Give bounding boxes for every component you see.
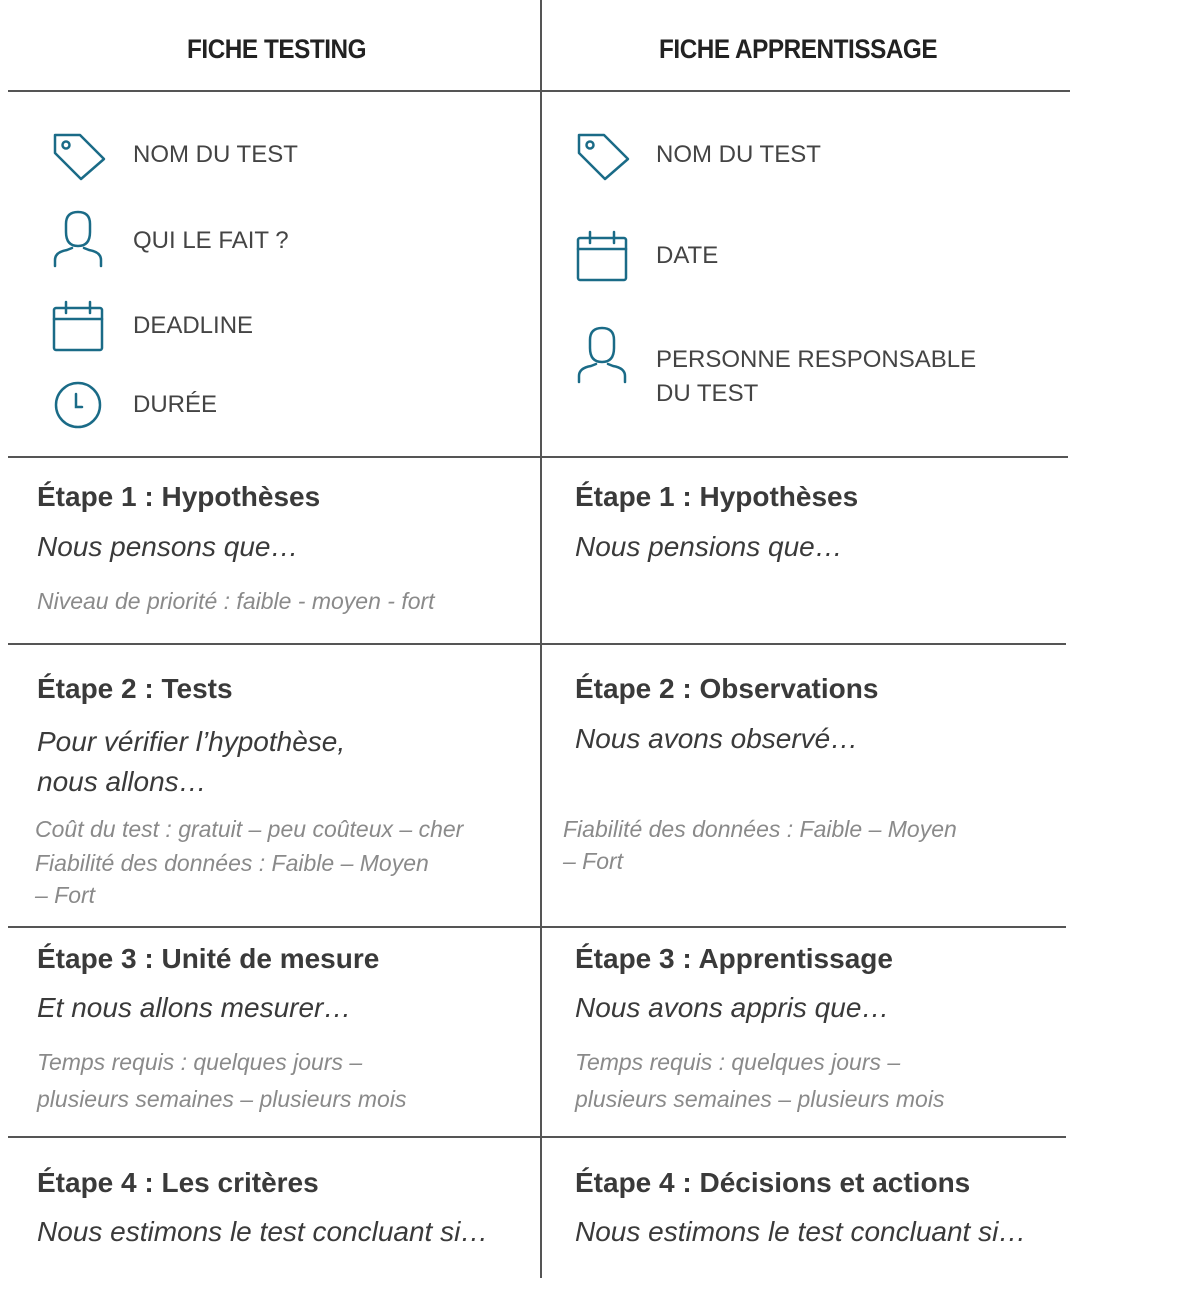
left-field-duration: DURÉE — [133, 391, 218, 418]
right-step1-text: Nous pensions que… — [575, 531, 843, 562]
left-step2-text — [37, 722, 345, 802]
right-step3-note-line2: plusieurs semaines – plusieurs mois — [575, 1086, 945, 1112]
right-step3-note-line1: Temps requis : quelques jours – — [575, 1049, 901, 1075]
right-step4-title: Étape 4 : Décisions et actions — [575, 1167, 971, 1198]
right-field-test-name: NOM DU TEST — [656, 141, 821, 168]
right-step3-title: Étape 3 : Apprentissage — [575, 943, 893, 974]
right-field-responsible-line1: PERSONNE RESPONSABLE — [656, 346, 977, 373]
left-step2-note-line3: – Fort — [35, 882, 96, 908]
right-field-date: DATE — [656, 242, 719, 269]
tag-icon — [53, 132, 107, 182]
left-step1-note: Niveau de priorité : faible - moyen - fort — [37, 588, 435, 614]
right-step3-text: Nous avons appris que… — [575, 992, 890, 1023]
right-step1-title: Étape 1 : Hypothèses — [575, 481, 859, 512]
right-step2-title: Étape 2 : Observations — [575, 673, 879, 704]
left-step2-note — [35, 812, 463, 910]
left-column-title: FICHE TESTING — [187, 34, 367, 64]
tag-icon — [577, 132, 631, 182]
left-step3-note-line2: plusieurs semaines – plusieurs mois — [37, 1086, 407, 1112]
left-step3-note — [37, 1044, 406, 1118]
left-step4-text: Nous estimons le test concluant si… — [37, 1216, 489, 1247]
left-field-who: QUI LE FAIT ? — [133, 227, 289, 254]
left-step3-title: Étape 3 : Unité de mesure — [37, 943, 380, 974]
left-step1-text: Nous pensons que… — [37, 531, 299, 562]
right-field-responsible-line2: DU TEST — [656, 380, 759, 407]
calendar-icon — [52, 300, 104, 352]
center-divider — [540, 0, 542, 1278]
right-step2-text: Nous avons observé… — [575, 723, 859, 754]
left-step3-note-line1: Temps requis : quelques jours – — [37, 1049, 363, 1075]
left-step2-text-line1: Pour vérifier l’hypothèse, — [37, 726, 346, 757]
left-field-test-name: NOM DU TEST — [133, 141, 298, 168]
left-step2-title: Étape 2 : Tests — [37, 673, 233, 704]
fields-divider — [8, 456, 1068, 458]
left-step1-title: Étape 1 : Hypothèses — [37, 481, 321, 512]
header-divider — [8, 90, 1070, 92]
step2-divider — [8, 926, 1066, 928]
left-step3-text: Et nous allons mesurer… — [37, 992, 352, 1023]
calendar-icon — [576, 230, 628, 282]
left-step2-note-line2: Fiabilité des données : Faible – Moyen — [35, 850, 429, 876]
left-step4-title: Étape 4 : Les critères — [37, 1167, 319, 1198]
right-step3-note — [575, 1044, 944, 1118]
person-icon — [53, 210, 103, 268]
right-step4-text: Nous estimons le test concluant si… — [575, 1216, 1027, 1247]
right-field-responsible — [656, 343, 976, 411]
clock-icon — [53, 380, 103, 430]
right-step2-note — [563, 812, 957, 876]
right-step2-note-line1: Fiabilité des données : Faible – Moyen — [563, 816, 957, 842]
step1-divider — [8, 643, 1066, 645]
left-field-deadline: DEADLINE — [133, 312, 254, 339]
left-step2-text-line2: nous allons… — [37, 766, 207, 797]
person-icon — [577, 326, 627, 384]
right-step2-note-line2: – Fort — [563, 848, 624, 874]
step3-divider — [8, 1136, 1066, 1138]
right-column-title: FICHE APPRENTISSAGE — [659, 34, 938, 64]
left-step2-note-line1: Coût du test : gratuit – peu coûteux – cher — [35, 816, 464, 842]
